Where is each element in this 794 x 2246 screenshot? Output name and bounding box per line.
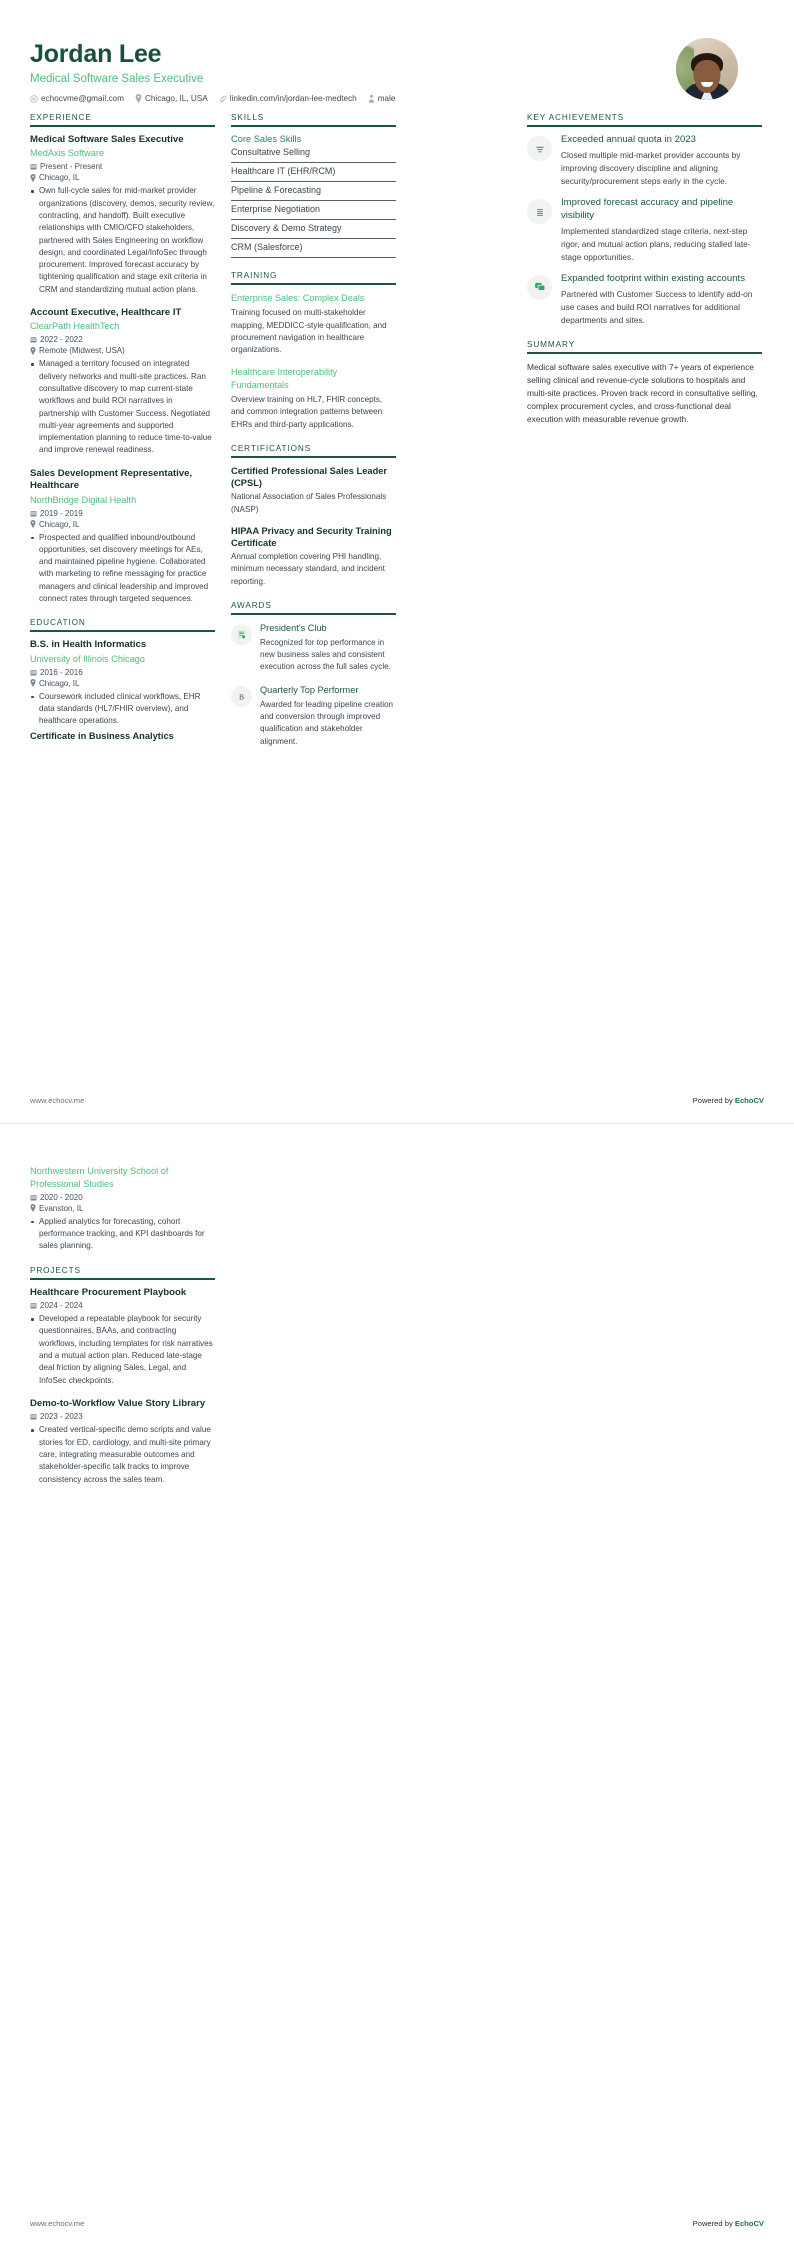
skill-item: CRM (Salesforce) [231,239,396,258]
education-location-text: Evanston, IL [39,1203,84,1213]
experience-location [30,346,215,355]
experience-location [30,173,215,182]
experience-dates-text: Present - Present [40,162,103,172]
skill-item: Consultative Selling [231,147,396,163]
body-columns-page2 [26,1164,768,1499]
experience-dates [30,162,215,171]
calendar-icon [30,336,37,343]
header-left [30,36,395,103]
project-dates [30,1301,215,1310]
skill-item: Pipeline & Forecasting [231,182,396,201]
achievement-entry [527,273,762,327]
project-title: Healthcare Procurement Playbook [30,1286,187,1298]
contact-linkedin-text: linkedin.com/in/jordan-lee-medtech [229,94,357,103]
achievement-text [561,273,762,327]
education-entry [30,639,215,740]
section-rule [30,1278,215,1280]
section-title-key-achievements: KEY ACHIEVEMENTS [527,113,625,122]
medal-b-icon [231,686,252,707]
bullet-item: Applied analytics for forecasting, cohort performance tracking, and KPI dashboards for sales planning. [30,1216,215,1253]
achievement-title: Expanded footprint within existing accounts [561,272,745,284]
experience-dates [30,335,215,344]
section-rule [231,456,396,458]
education-bullets [30,1216,215,1253]
section-title-projects: PROJECTS [30,1265,81,1275]
education-org: University of Illinois Chicago [30,653,145,664]
contact-email-text: echocvme@gmail.com [41,94,124,103]
section-title-education: EDUCATION [30,618,86,628]
column-left [30,113,215,761]
experience-title: Sales Development Representative, Healthcare [30,467,193,492]
certification-title: HIPAA Privacy and Security Training Certificate [231,525,392,548]
page-footer [30,2219,764,2228]
svg-text:B: B [238,691,245,701]
bullet-item: Coursework included clinical workflows, EHR data standards (HL7/FHIR overview), and healthcare operations. [30,691,215,728]
column-middle-page2 [231,1164,396,1499]
award-entry [231,684,396,748]
achievement-text [561,134,762,188]
section-rule [231,125,396,127]
skill-item: Discovery & Demo Strategy [231,220,396,239]
skill-item: Enterprise Negotiation [231,201,396,220]
education-bullets [30,691,215,728]
certification-desc: National Association of Sales Professionals (NASP) [231,492,387,514]
section-rule [30,630,215,632]
achievement-title: Exceeded annual quota in 2023 [561,134,696,145]
section-experience [30,113,215,605]
award-certificate-icon [231,624,252,645]
chat-bubbles-icon [527,275,552,300]
certification-title: Certified Professional Sales Leader (CPSL) [231,465,388,489]
summary-text: Medical software sales executive with 7+ years of experience selling clinical and revenue-cycle solutions to hospitals and multi-site practices. Proven track record in consultative selling, complex procurement cycles, and cross-functional deal execution with measurable revenue growth. [527,361,758,425]
avatar [676,38,738,100]
experience-dates-text: 2022 - 2022 [40,335,83,345]
candidate-title: Medical Software Sales Executive [30,73,204,85]
calendar-icon [30,163,37,170]
achievement-title: Improved forecast accuracy and pipeline visibility [561,197,734,221]
contact-row [30,94,395,103]
experience-dates [30,509,215,518]
training-title: Healthcare Interoperability Fundamentals [231,367,338,390]
section-title-experience: EXPERIENCE [30,113,92,122]
column-left-page2 [30,1164,215,1499]
award-title: President's Club [260,622,327,633]
section-awards [231,601,396,748]
training-entry [231,292,396,356]
achievement-entry [527,134,762,188]
bullet-item: Developed a repeatable playbook for security questionnaires, BAAs, and contracting workflows, including templates for risk narratives and a mutual action plan. Reduced late-stage deal friction by aligning Sales, Legal, and InfoSec checkpoints. [30,1313,215,1387]
contact-email[interactable] [30,94,124,103]
experience-location-text: Remote (Midwest, USA) [39,346,125,356]
section-title-training: TRAINING [231,271,278,280]
section-training [231,271,396,431]
project-dates [30,1412,215,1421]
training-desc: Training focused on multi-stakeholder mapping, MEDDICC-style qualification, and procurement navigation in healthcare organizations. [231,308,387,355]
column-right-page2 [527,1164,762,1499]
education-entry-continued [30,1165,215,1253]
bars-list-icon [527,199,552,224]
contact-location-text: Chicago, IL, USA [144,94,208,103]
section-rule [30,125,215,127]
resume-header [26,28,768,113]
bullet-item: Own full-cycle sales for mid-market provider organizations (discovery, demos, security review, contracting, and handoff). Built executive relationships with CMIO/CFO stakeholders, partnered with Sales Engineering on workflow design, and coordinated Legal/InfoSec through procurement. Improved forecast accuracy by tightening qualification and stage exit criteria in CRM and standardizing mutual action plans. [30,185,215,296]
calendar-icon [30,669,37,676]
body-columns [26,113,768,761]
resume-page-2 [0,1123,794,2246]
section-skills [231,113,396,258]
section-rule [527,352,762,354]
footer-powered-brand: EchoCV [734,1096,764,1105]
section-education [30,618,215,740]
calendar-icon [30,1413,37,1420]
footer-url[interactable]: www.echocv.me [30,1096,85,1105]
bullet-item: Created vertical-specific demo scripts and value stories for ED, cardiology, and multi-site primary care, integrating measurable outcomes and stakeholder-specific talk tracks to improve consistency across the sales team. [30,1424,215,1485]
section-certifications [231,444,396,588]
location-pin-icon [30,520,36,528]
person-icon [368,94,375,103]
award-entry [231,622,396,674]
experience-bullets [30,185,215,296]
section-summary [527,340,762,427]
experience-bullets [30,358,215,456]
project-bullets [30,1313,215,1387]
award-desc: Awarded for leading pipeline creation and conversion through improved qualification and stakeholder alignment. [260,699,394,746]
experience-location-text: Chicago, IL [39,173,80,183]
training-title: Enterprise Sales: Complex Deals [231,293,365,303]
column-middle [231,113,396,761]
calendar-icon [30,510,37,517]
education-org: Northwestern University School of Professional Studies [30,1166,169,1189]
education-location-text: Chicago, IL [39,678,80,688]
location-pin-icon [135,94,142,103]
experience-org: MedAxis Software [30,148,105,159]
award-text [260,622,396,674]
achievement-desc: Implemented standardized stage criteria, next-step rigor, and mutual action plans, reducing stalled late-stage opportunities. [561,225,751,262]
section-title-summary: SUMMARY [527,339,576,349]
link-icon [219,95,227,103]
section-rule [231,283,396,285]
achievement-desc: Partnered with Customer Success to identify add-on use cases and build ROI narratives for additional departments and sites. [561,289,753,325]
award-desc: Recognized for top performance in new business sales and consistent execution across the full sales cycle. [260,637,391,672]
experience-location-text: Chicago, IL [39,519,80,529]
project-dates-text: 2024 - 2024 [40,1301,83,1311]
education-location [30,1204,215,1213]
footer-brand [693,1096,764,1105]
education-dates-text: 2020 - 2020 [40,1192,83,1202]
education-dates-text: 2016 - 2016 [40,667,83,677]
section-title-certifications: CERTIFICATIONS [231,443,312,453]
achievement-entry [527,197,762,264]
bullet-item: Managed a territory focused on integrated delivery networks and multi-site practices. Ran consultative discovery to map current-state workflows and build ROI narratives in partnership with Customer Success. Negotiated multi-year agreements and supported implementation planning to reduce time-to-value and improve renewal readiness. [30,358,215,456]
column-right [527,113,762,761]
location-pin-icon [30,1204,36,1212]
location-pin-icon [30,347,36,355]
footer-powered-prefix: Powered by [692,1096,735,1105]
calendar-icon [30,1194,37,1201]
experience-org: NorthBridge Digital Health [30,494,137,505]
certification-desc: Annual completion covering PHI handling, minimum necessary standard, and incident reporting. [231,552,385,586]
section-rule [231,613,396,615]
certification-entry [231,525,396,588]
experience-location [30,520,215,529]
email-icon [30,95,38,103]
experience-title: Medical Software Sales Executive [30,134,184,145]
skill-item: Healthcare IT (EHR/RCM) [231,163,396,182]
page-footer [30,1096,764,1105]
education-entry [30,1165,215,1253]
footer-brand [693,2219,764,2228]
training-entry [231,366,396,430]
project-title: Demo-to-Workflow Value Story Library [30,1397,206,1409]
section-projects [30,1266,215,1486]
award-text [260,684,396,748]
candidate-name: Jordan Lee [30,40,162,68]
section-rule [527,125,762,127]
education-location [30,679,215,688]
footer-powered-prefix: Powered by [692,2219,735,2228]
achievement-desc: Closed multiple mid-market provider accounts by improving discovery discipline and aligning security/procurement steps early in the cycle. [561,150,741,187]
footer-url[interactable]: www.echocv.me [30,2219,85,2228]
section-title-awards: AWARDS [231,600,272,610]
education-certificate: Certificate in Business Analytics [30,730,174,741]
section-title-skills: SKILLS [231,113,265,122]
bullet-item: Prospected and qualified inbound/outbound opportunities, set discovery meetings for AEs, and maintained pipeline hygiene. Collaborated with marketing to refine messaging for practice managers and clinical leadership and improved connect rates through targeted sequences. [30,532,215,606]
experience-dates-text: 2019 - 2019 [40,508,83,518]
education-dates [30,1193,215,1202]
project-entry [30,1398,215,1486]
experience-org: ClearPath HealthTech [30,321,120,332]
footer-powered-brand: EchoCV [734,2219,764,2228]
experience-entry [30,134,215,296]
section-key-achievements [527,113,762,327]
experience-title: Account Executive, Healthcare IT [30,307,182,319]
experience-entry [30,468,215,606]
location-pin-icon [30,174,36,182]
contact-linkedin[interactable] [219,94,357,103]
contact-location [135,94,208,103]
award-title: Quarterly Top Performer [260,684,359,695]
contact-gender [368,94,396,103]
certification-entry [231,465,396,516]
education-title: B.S. in Health Informatics [30,639,147,651]
experience-entry [30,307,215,457]
skills-group-label: Core Sales Skills [231,134,302,144]
training-desc: Overview training on HL7, FHIR concepts, and common integration patterns between EHRs and third-party applications. [231,394,383,429]
project-entry [30,1287,215,1387]
education-dates [30,668,215,677]
project-bullets [30,1424,215,1485]
location-pin-icon [30,679,36,687]
project-dates-text: 2023 - 2023 [40,1412,83,1422]
calendar-icon [30,1302,37,1309]
bars-decreasing-icon [527,136,552,161]
experience-bullets [30,532,215,606]
contact-gender-text: male [377,94,396,103]
achievement-text [561,197,762,264]
